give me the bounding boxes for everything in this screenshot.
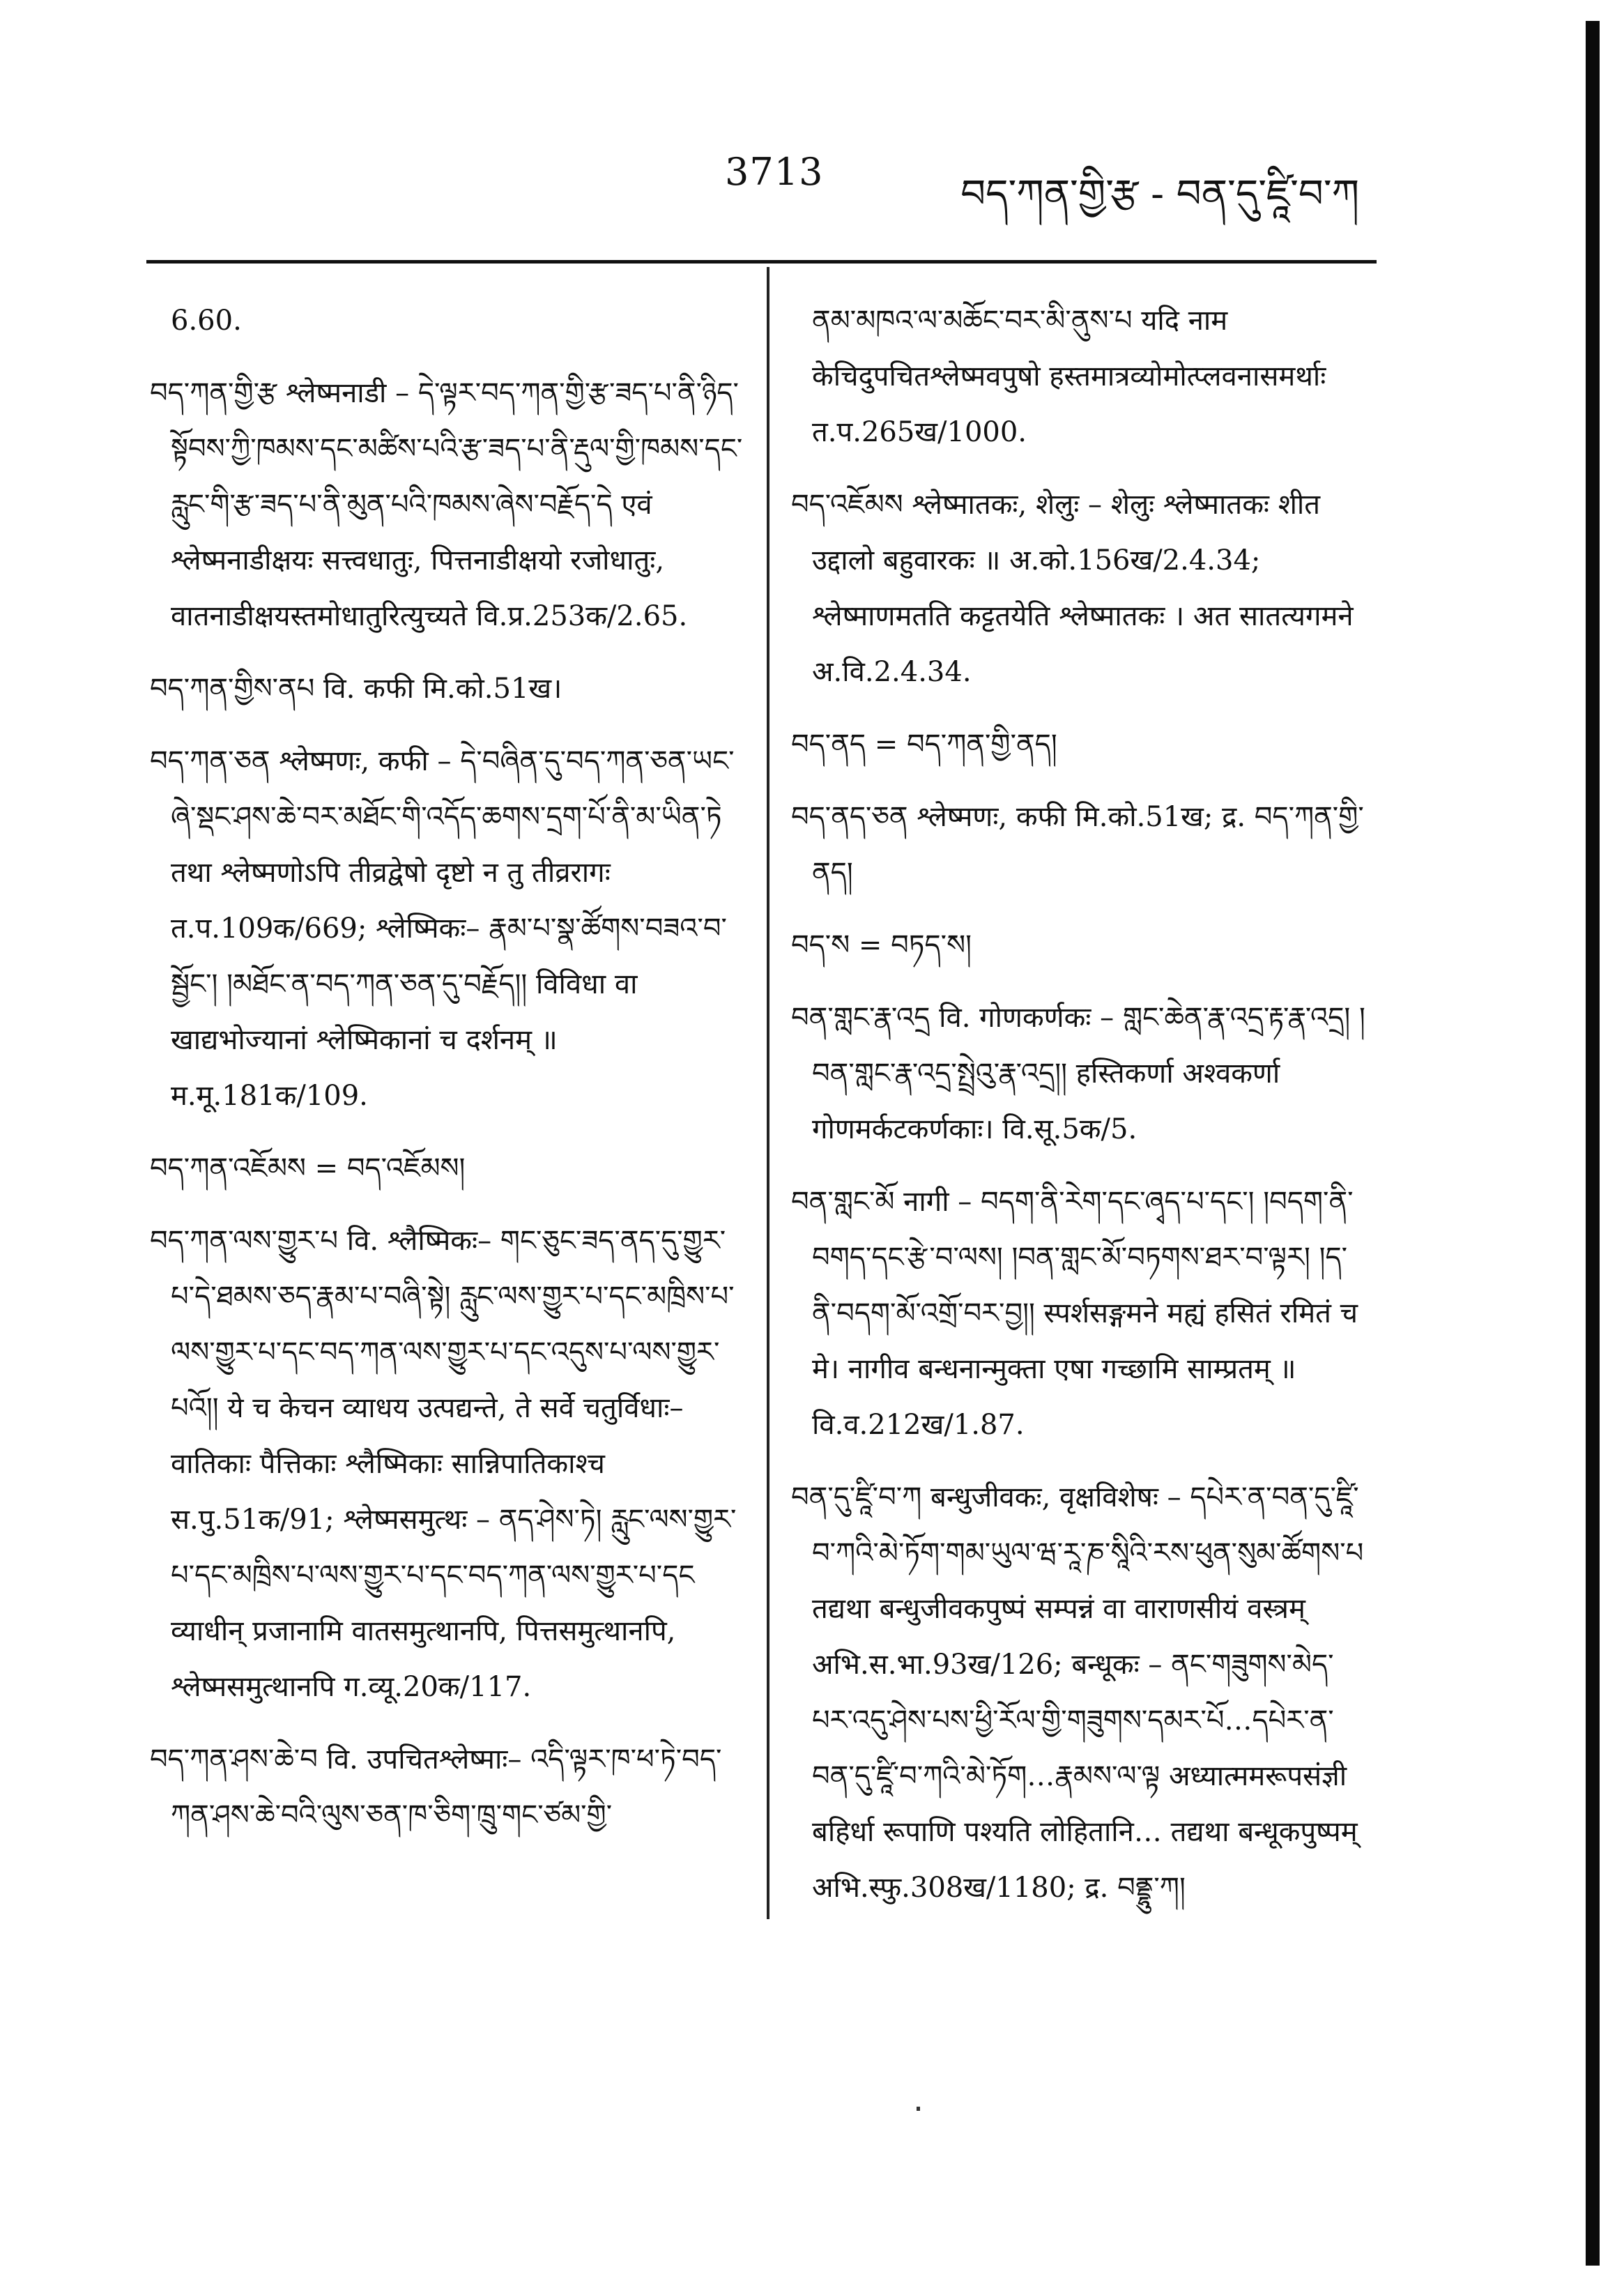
dictionary-entry: བད་འཇོམས श्लेष्मातकः, शेलुः – शेलुः श्लेष्मातकः शीत उद्दालो बहुवारकः ॥ अ.को.156ख/2.4.34; श्लेष्माणमतति कट्टतयेति श्लेष्मातकः । अत सातत्यगमने अ.वि.2.4.34. — [791, 489, 1354, 688]
dictionary-entry: བད་ཀན་ལས་གྱུར་པ वि. श्लैष्मिकः– གང་ཅུང་ཟད་ནད་དུ་གྱུར་པ་དེ་ཐམས་ཅད་རྣམ་པ་བཞི་སྟེ། རླུང་ལས་གྱུར་པ་དང་མཁྲིས་པ་ལས་གྱུར་པ་དང་བད་ཀན་ལས་གྱུར་པ་དང་འདུས་པ་ལས་གྱུར་པའོ།། ये च केचन व्याधय उत्पद्यन्ते, ते सर्वे चतुर्विधाः–वातिकाः पैत्तिकाः श्लैष्मिकाः सान्निपातिकाश्च स.पु.51क/91; श्लेष्मसमुत्थः – ནད་ཤེས་ཏེ། རླུང་ལས་གྱུར་པ་དང་མཁྲིས་པ་ལས་གྱུར་པ་དང་བད་ཀན་ལས་གྱུར་པ་དང व्याधीन् प्रजानामि वातसमुत्थानपि, पित्तसमुत्थानपि, श्लेष्मसमुत्थानपि ग.व्यू.20क/117. — [150, 1225, 737, 1703]
header-rule — [146, 260, 1377, 264]
scan-speck — [917, 2107, 920, 2111]
dictionary-entry: བད་ཀན་ཤས་ཆེ་བ वि. उपचितश्लेष्माः– འདི་ལྟར་ཁ་ཕ་ཏེ་བད་ཀན་ཤས་ཆེ་བའི་ལུས་ཅན་ཁ་ཅིག་ཁྲུ་གང་ཙམ་གྱི་ — [150, 1743, 722, 1831]
left-column — [150, 293, 749, 1860]
page-number: 3713 — [725, 150, 824, 194]
running-head: བད་ཀན་གྱི་རྩ - བན་དུ་ཛཱི་བ་ཀ — [960, 171, 1359, 217]
dictionary-entry: བན་དུ་ཛཱི་བ་ཀ बन्धुजीवकः, वृक्षविशेषः – དཔེར་ན་བན་དུ་ཛཱི་བ་ཀའི་མེ་ཏོག་གམ་ཡུལ་ཝ་རཱ་ཎ་སཱིའི་རས་ཕུན་སུམ་ཚོགས་པ तद्यथा बन्धुजीवकपुष्पं सम्पन्नं वा वाराणसीयं वस्त्रम् अभि.स.भा.93ख/126; बन्धूकः – ནང་གཟུགས་མེད་པར་འདུ་ཤེས་པས་ཕྱི་རོལ་གྱི་གཟུགས་དམར་པོ…དཔེར་ན་བན་དུ་ཛཱི་བ་ཀའི་མེ་ཏོག…རྣམས་ལ་ལྟ अध्यात्ममरूपसंज्ञी बहिर्धा रूपाणि पश्यति लोहितानि… तद्यथा बन्धूकपुष्पम् अभि.स्फु.308ख/1180; द्र. བནྡྷུ་ཀ། — [791, 1481, 1364, 1904]
dictionary-entry: བད་ཀན་འཇོམས = བད་འཇོམས། — [150, 1152, 466, 1184]
dictionary-entry: བན་གླང་མོ नागी – བདག་ནི་རེག་དང་ཞྭད་པ་དང་། །བདག་ནི་བགད་དང་རྩེ་བ་ལས། །བན་གླང་མོ་བཏགས་ཐར་བ་ལྟར། །ད་ནི་བདག་མོ་འགྲོ་བར་བྱ།། स्पर्शसङ्गमने मह्यं हसितं रमितं च मे। नागीव बन्धनान्मुक्ता एषा गच्छामि साम्प्रतम् ॥ वि.व.212ख/1.87. — [791, 1186, 1358, 1441]
scan-edge-bar — [1586, 21, 1600, 2266]
right-column — [791, 293, 1366, 1932]
dictionary-entry: བད་ཀན་གྱི་རྩ श्लेष्मनाडी – དེ་ལྟར་བད་ཀན་གྱི་རྩ་ཟད་པ་ནི་ཉིད་སྟོབས་ཀྱི་ཁམས་དང་མཚིས་པའི་རྩ་ཟད་པ་ནི་རྡུལ་གྱི་ཁམས་དང་རླུང་གི་རྩ་ཟད་པ་ནི་མུན་པའི་ཁམས་ཞེས་བརྗོད་དེ एवं श्लेष्मनाडीक्षयः सत्त्वधातुः, पित्तनाडीक्षयो रजोधातुः, वातनाडीक्षयस्तमोधातुरित्युच्यते वि.प्र.253क/2.65. — [150, 377, 743, 632]
dictionary-entry: བན་གླང་རྣ་འདྲ वि. गोणकर्णकः – གླང་ཆེན་རྣ་འདྲ་རྟ་རྣ་འདྲ། །བན་གླང་རྣ་འདྲ་སྤྲེའུ་རྣ་འདྲ།། हस्तिकर्णा अश्वकर्णा गोणमर्कटकर्णकाः। वि.सू.5क/5. — [791, 1002, 1365, 1145]
dictionary-entry: བད་ཀན་ཅན श्लेष्मणः, कफी – དེ་བཞིན་དུ་བད་ཀན་ཅན་ཡང་ཞེ་སྡང་ཤས་ཆེ་བར་མཐོང་གི་འདོད་ཆགས་དྲག་པོ་ནི་མ་ཡིན་ཏེ तथा श्लेष्मणोऽपि तीव्रद्वेषो दृष्टो न तु तीव्ररागः त.प.109क/669; श्लेष्मिकः– རྣམ་པ་སྣ་ཚོགས་བཟའ་བ་སྦྱོང་། །མཐོང་ན་བད་ཀན་ཅན་དུ་བརྗོད།། विविधा वा खाद्यभोज्यानां श्लेष्मिकानां च दर्शनम् ॥ म.मू.181क/109. — [150, 745, 735, 1112]
dictionary-entry: བད་ས = བཏད་ས། — [791, 929, 972, 961]
dictionary-entry: 6.60. — [171, 305, 242, 337]
dictionary-entry: བད་ནད་ཅན श्लेष्मणः, कफी मि.को.51ख; द्र. བད་ཀན་གྱི་ནད། — [791, 801, 1364, 889]
dictionary-entry: ནམ་མཁའ་ལ་མཆོང་བར་མི་ནུས་པ यदि नाम केचिदुपचितश्लेष्मवपुषो हस्तमात्रव्योमोत्प्लवनासमर्थाः त.प.265ख/1000. — [812, 305, 1326, 448]
dictionary-entry: བད་ཀན་གྱིས་ནཔ वि. कफी मि.को.51ख। — [150, 673, 562, 705]
dictionary-entry: བད་ནད = བད་ཀན་གྱི་ནད། — [791, 728, 1057, 761]
column-divider — [767, 267, 769, 1919]
